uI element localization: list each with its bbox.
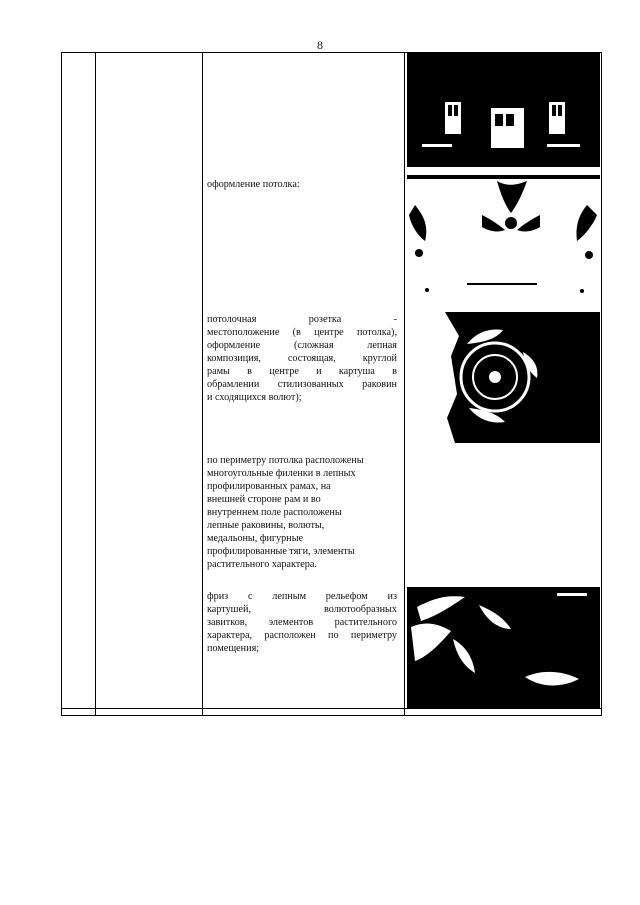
text-line: помещения; — [207, 643, 260, 654]
blank-photo-area — [407, 447, 600, 579]
text-line: картушей, волютообразных — [207, 604, 397, 615]
text-line: рамы в центре и картуша в — [207, 366, 397, 377]
text-line: характера, расположен по периметру — [207, 630, 397, 641]
text-line: потолочная розетка - — [207, 314, 397, 325]
text-line: завитков, элементов растительного — [207, 617, 397, 628]
frieze-description — [207, 590, 397, 655]
text-line: композиция, состоящая, круглой — [207, 353, 397, 364]
ceiling-perimeter-description — [207, 454, 397, 571]
text-line: и сходящихся волют); — [207, 392, 302, 403]
text-line: фриз с лепным рельефом из — [207, 591, 397, 602]
text-line: по периметру потолка расположены — [207, 455, 364, 466]
text-line: обрамлении стилизованных раковин — [207, 379, 397, 390]
frieze-photo — [407, 587, 600, 709]
ceiling-ornament-photo — [407, 175, 600, 303]
ceiling-rosette-description — [207, 313, 397, 404]
text-line: растительного характера. — [207, 559, 317, 570]
text-line: медальоны, фигурные — [207, 533, 304, 544]
ceiling-rosette-photo — [407, 312, 600, 443]
text-line: местоположение (в центре потолка), — [207, 327, 397, 338]
column-divider-1 — [95, 53, 96, 715]
column-divider-2 — [202, 53, 203, 715]
text-line: лепные раковины, волюты, — [207, 520, 325, 531]
text-line: профилированных рамах, на — [207, 481, 331, 492]
ceiling-design-label: оформление потолка: — [207, 179, 300, 190]
text-line: оформление (сложная лепная — [207, 340, 397, 351]
text-line: многоугольные филенки в лепных — [207, 468, 356, 479]
column-divider-3 — [404, 53, 405, 715]
text-line: внутреннем поле расположены — [207, 507, 342, 518]
page-number: 8 — [317, 38, 323, 52]
text-line: профилированные тяги, элементы — [207, 546, 355, 557]
text-line: внешней стороне рам и во — [207, 494, 321, 505]
windows-photo — [407, 52, 600, 167]
